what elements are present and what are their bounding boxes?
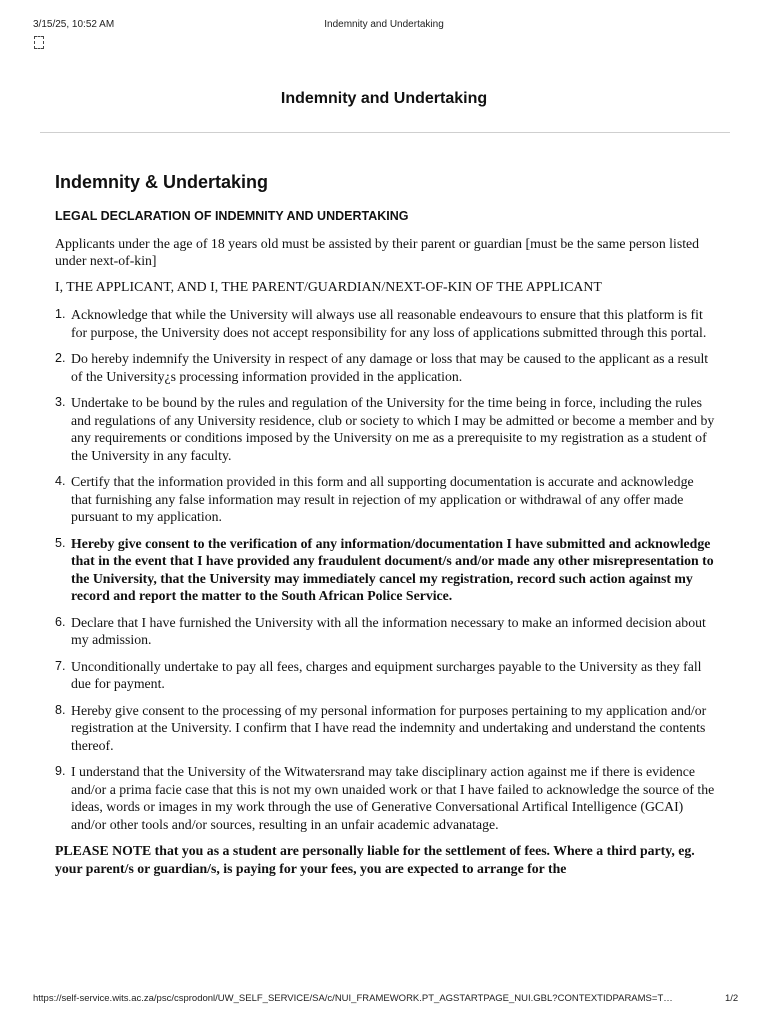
intro-text: Applicants under the age of 18 years old must be assisted by their parent or guardian [must be the same person listed under next-of-kin] [55, 236, 700, 268]
list-item: 7. Unconditionally undertake to pay all fees, charges and equipment surcharges payable to the University as they fall due for payment. [55, 658, 702, 691]
undertaking-list [55, 306, 717, 833]
page-title: Indemnity and Undertaking [280, 90, 488, 107]
list-item: 4. Certify that the information provided in this form and all supporting documentation is accurate and acknowledge that furnishing any false information may result in rejection of my application or withdrawal of any offer made pursuant to my application. [55, 474, 694, 524]
declaration-text: I, THE APPLICANT, AND I, THE PARENT/GUARDIAN/NEXT-OF-KIN OF THE APPLICANT [55, 279, 602, 294]
list-item: 9. I understand that the University of the Witwatersrand may take disciplinary action against me if there is evidence and/or a prima facie case that this is not my own unaided work or that I have failed to acknowledge the source of the ideas, words or images in my work through the use of Generative Conversational Artifical Intelligence (GCAI) and/or other tools and/or sources, resulting in an unfair academic advanatage. [55, 764, 715, 832]
print-datetime: 3/15/25, 10:52 AM [33, 19, 115, 30]
fees-note: PLEASE NOTE that you as a student are personally liable for the settlement of fees. Where a third party, eg. your parent/s or guardian/s, is paying for your fees, you are expected to arrange for the [55, 843, 695, 876]
section-heading: Indemnity & Undertaking [55, 172, 269, 192]
list-item: 1. Acknowledge that while the University will always use all reasonable endeavours to ensure that this platform is fit for purpose, the University does not accept responsibility for any loss of applications submitted through this portal. [55, 307, 707, 340]
section-subheading: LEGAL DECLARATION OF INDEMNITY AND UNDERTAKING [55, 209, 409, 223]
list-item: 5. Hereby give consent to the verification of any information/documentation I have submitted and acknowledge that in the event that I have provided any fraudulent document/s and/or made any other misrepresentation to the University, that the University may immediately cancel my registration, record such action against my record and report the matter to the South African Police Service. [55, 535, 714, 603]
list-item: 8. Hereby give consent to the processing of my personal information for purposes pertaining to my application and/or registration at the University. I confirm that I have read the indemnity and undertaking and understand the contents thereof. [55, 702, 707, 753]
main-content [55, 172, 717, 877]
list-item: 6. Declare that I have furnished the University with all the information necessary to make an informed decision about my admission. [55, 614, 706, 647]
list-item: 2. Do hereby indemnify the University in respect of any damage or loss that may be caused to the applicant as a result of the University¿s processing information provided in the application. [55, 351, 709, 384]
print-header-title: Indemnity and Undertaking [324, 19, 444, 30]
divider [40, 132, 730, 133]
document-icon [34, 36, 44, 49]
page-number: 1/2 [725, 993, 739, 1004]
page-url: https://self-service.wits.ac.za/psc/csprodonl/UW_SELF_SERVICE/SA/c/NUI_FRAMEWORK.PT_AGSTARTPAGE_NUI.GBL?CONTEXTIDPARAMS=T… [33, 993, 673, 1004]
list-item: 3. Undertake to be bound by the rules and regulation of the University for the time being in force, including the rules and regulations of any University residence, club or society to which I may be admitted or become a member and by any requirements or conditions imposed by the University on me as a prerequisite to my registration as a student of the University in any faculty. [55, 395, 715, 463]
print-header [0, 16, 768, 32]
